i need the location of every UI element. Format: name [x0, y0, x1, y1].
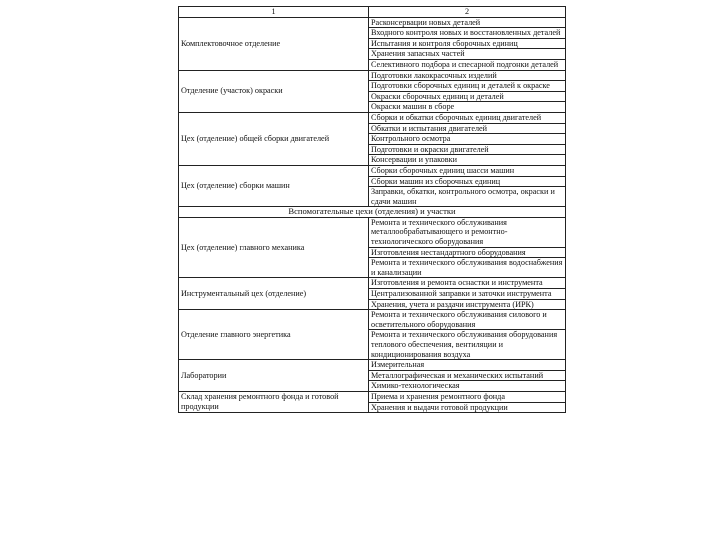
table-row [179, 360, 566, 371]
table-row [179, 70, 566, 81]
subdivision-cell: Селективного подбора и спесарной подгонки деталей [369, 59, 566, 70]
table-row [179, 217, 566, 247]
workshop-table [178, 6, 566, 413]
subdivision-cell: Хранения и выдачи готовой продукции [369, 402, 566, 413]
table-row [179, 17, 566, 28]
department-name: Комплектовочное отделение [179, 17, 369, 70]
document-sheet [178, 6, 565, 413]
table-row [179, 310, 566, 330]
department-name: Цех (отделение) общей сборки двигателей [179, 112, 369, 165]
department-name: Цех (отделение) сборки машин [179, 165, 369, 206]
table-row [179, 278, 566, 289]
table-body [179, 7, 566, 413]
table-row [179, 165, 566, 176]
subdivision-cell: Изготовления нестандартного оборудования [369, 247, 566, 258]
subdivision-cell: Централизованной заправки и заточки инструмента [369, 289, 566, 300]
section-title: Вспомогательные цехи (отделения) и участки [179, 207, 566, 218]
subdivision-cell: Контрольного осмотра [369, 134, 566, 145]
subdivision-cell: Подготовки сборочных единиц и деталей к окраске [369, 81, 566, 92]
subdivision-cell: Окраски машин в сборе [369, 102, 566, 113]
subdivision-cell: Ремонта и технического обслуживания силового и осветительного оборудования [369, 310, 566, 330]
subdivision-cell: Подготовки лакокрасочных изделий [369, 70, 566, 81]
section-row [179, 207, 566, 218]
subdivision-cell: Расконсервации новых деталей [369, 17, 566, 28]
subdivision-cell: Измерительная [369, 360, 566, 371]
department-name: Цех (отделение) главного механика [179, 217, 369, 278]
department-name: Лаборатории [179, 360, 369, 392]
column-2-header: 2 [369, 7, 566, 18]
subdivision-cell: Сборки и обкатки сборочных единиц двигателей [369, 112, 566, 123]
table-row [179, 112, 566, 123]
subdivision-cell: Приема и хранения ремонтного фонда [369, 391, 566, 402]
subdivision-cell: Обкатки и испытания двигателей [369, 123, 566, 134]
subdivision-cell: Окраски сборочных единиц и деталей [369, 91, 566, 102]
subdivision-cell: Испытания и контроля сборочных единиц [369, 38, 566, 49]
subdivision-cell: Хранения запасных частей [369, 49, 566, 60]
department-name: Отделение главного энергетика [179, 310, 369, 360]
subdivision-cell: Изготовления и ремонта оснастки и инструмента [369, 278, 566, 289]
subdivision-cell: Хранения, учета и раздачи инструмента (ИРК) [369, 299, 566, 310]
subdivision-cell: Ремонта и технического обслуживания оборудования теплового обеспечения, вентиляции и кондиционирования воздуха [369, 330, 566, 360]
subdivision-cell: Металлографическая и механических испытаний [369, 370, 566, 381]
subdivision-cell: Химико-технологическая [369, 381, 566, 392]
subdivision-cell: Сборки сборочных единиц шасси машин [369, 165, 566, 176]
subdivision-cell: Ремонта и технического обслуживания металлообрабатывающего и ремонтно-технологического оборудования [369, 217, 566, 247]
subdivision-cell: Подготовки и окраски двигателей [369, 144, 566, 155]
department-name: Отделение (участок) окраски [179, 70, 369, 112]
subdivision-cell: Заправки, обкатки, контрольного осмотра, окраски и сдачи машин [369, 187, 566, 207]
subdivision-cell: Входного контроля новых и восстановленных деталей [369, 28, 566, 39]
subdivision-cell: Сборки машин из сборочных единиц [369, 176, 566, 187]
department-name: Инструментальный цех (отделение) [179, 278, 369, 310]
column-1-header: 1 [179, 7, 369, 18]
subdivision-cell: Ремонта и технического обслуживания водоснабжения и канализации [369, 258, 566, 278]
header-row [179, 7, 566, 18]
table-row [179, 391, 566, 402]
subdivision-cell: Консервации и упаковки [369, 155, 566, 166]
department-name: Склад хранения ремонтного фонда и готовой продукции [179, 391, 369, 412]
